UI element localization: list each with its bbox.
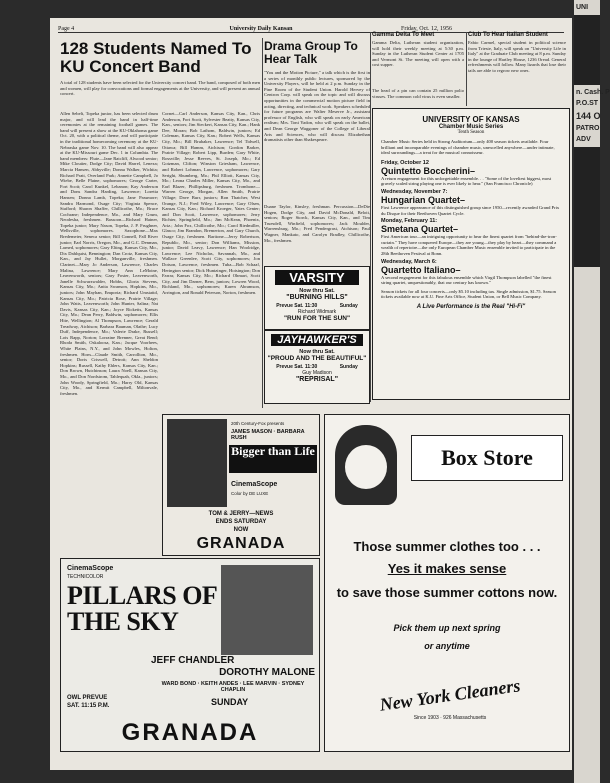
chamber-slogan: A Live Performance is the Real "Hi-Fi" <box>416 303 526 310</box>
event-3-name: Smetana Quartet– <box>381 224 459 235</box>
box-store-ad <box>324 414 570 752</box>
pillars-cast: WARD BOND · KEITH ANDES · LEE MARVIN · SYDNEY CHAPLIN <box>161 681 305 693</box>
band-baritone: Baritone—Jerry Robertson, Republic, Mo., senior; Don Williams, Mission, junior; David Leavy, Lawrence; Han Woolridge, Lawrence; Lee Nicholas, Savannah, Mo., and Wallace Greenlee, Scott City, sophomores; Jon Dotson, Lawrence, freshmen. <box>162 234 260 268</box>
jayhawker-film2: "REPRISAL" <box>295 376 339 383</box>
band-lead: A total of 128 students have been selected for the University concert band. The band, composed of both men and women, will play for convocations and formal engagements at the University, and will present an annual concert. <box>60 80 260 97</box>
chamber-title: UNIVERSITY OF KANSAS <box>422 115 520 124</box>
varsity-now: Now thru Sat. <box>299 288 335 294</box>
strip-text-a: UNI <box>576 4 589 11</box>
poster-photo <box>167 419 227 507</box>
jayhawker-logo: JAYHAWKER'S <box>271 334 363 346</box>
jayhawker-now: Now thru Sat. <box>299 349 335 355</box>
band-bassoon: Bassoon—Richard Hainer, Topeka junior; Mary Nason, Topeka, J. P. Frughner, Wellsville, sophomores. <box>60 217 158 234</box>
varsity-prevue: Prevue Sat. 11:30 <box>276 303 318 309</box>
drama-tail: Duane Taylor, Kinsley, freshman. Percussion—DeDie Hogen, Dodge City, and David McDonald, Beloit, seniors; Roger Storck, Kansas City, Kan., and Tim Truesdell, Winfield, sophomores; Jack Moulder, Warrensburg, Mo.; Fred Pendergrast, Atchison; Paul Wagner, Mankato, and Carolyn Bradley, Chillicothe, Mo., freshmen. <box>264 204 370 243</box>
event-1-name: Quintetto Boccherini– <box>381 165 476 176</box>
strip-block <box>574 147 600 267</box>
polio-filler: The head of a pin can contain 25 million polio viruses. The common cold virus is even smaller. <box>372 88 464 99</box>
strip-text-f: ADV <box>576 136 591 143</box>
event-4-name: Quartetto Italiano– <box>381 264 461 275</box>
band-body: Allen Sebelt, Topeka junior, has been selected drum major, and will lead the band in half-time ceremonies at the remaining football games. The band will present a show at the KU-Oklahoma game Oct. 20, with a political theme, and will participate in the traditional homecoming ceremony at the KU-Nebraska game Nov. 10. The band will also appear at the KU-Missouri game Dec. 1 in Columbia. The band members: <box>60 111 158 161</box>
bigger-cinemascope: CinemaScope <box>231 481 278 488</box>
pillars-time: SAT. 11:15 P.M. <box>67 703 110 709</box>
jayhawker-prevue: Prevue Sat. 11:30 <box>276 364 318 370</box>
band-trombone: Trombone—Warren George, Morgan, Allen Smith, Prairie Village; Dave Burr, juniors; Ron Thatcher, West Orange, N.J.; Fred Wiley, Lawrence; Gary Olsen, Kansas City, Kan.; Richard Kroeger, Yates Center; and Don Scott, Lawrence, sophomores; Jerry Richter, Springfield, Mo.; Jim McKean, Phoenix, Ariz.; John Fox, Chillicothe, Mo.; Carol Riedmiller, Glasco; Jim Brandon, Bremerton, and Gary Church, Osage City, freshmen. <box>162 183 260 240</box>
band-horn: Horn—Claude Smith, Carrollton, Mo., senior; Doris Criswell, Detroit; Ann Sheldon Hopkins; Russell, Kathy Ehlers, Kansas City, Kan.; Don Brown, Hutchinson; Laura Noell, Kansas City, Mo., and Don Nordstrom, Tahlequah, Okla., juniors; John Woody, Springfield, Mo.; Harry Old, Kansas City, Mo., and Kermit Campbell, Miltonvale, freshmen. <box>60 351 158 396</box>
club-body: Fabio Carmel, special student in political science from Trieste, Italy, will speak on "University Life in Italy" at the Graduate Club meeting at 8 p.m. Sunday in the lounge of Hartley House, 1236 Oread. General refreshments will follow. Many lizards that lose their tails are able to regrow new ones. <box>468 40 566 73</box>
varsity-film1: "BURNING HILLS" <box>286 294 348 301</box>
bigger-color: Color by DE LUXE <box>231 491 269 496</box>
paper-name: University Daily Kansan <box>229 26 293 32</box>
gamma-headline: Gamma Delta To Meet <box>372 32 435 38</box>
chamber-season: Tenth Season <box>457 130 485 135</box>
pillars-star2: DOROTHY MALONE <box>219 667 315 678</box>
event-2-name: Hungarian Quartet– <box>381 194 466 205</box>
chamber-intro: Chamber Music Series held in Strong Auditorium—only 400 season tickets available. Four brilliant and incomparable evenings of chamber music, unexcelled anywhere—under intimate, ideal surroundings—a treat for the musical connoisseur. <box>381 139 555 156</box>
chamber-subtitle: Chamber Music Series <box>438 124 504 130</box>
strip-text-b: n. Cash. P <box>576 89 610 96</box>
box-store-logo: Box Store <box>411 435 563 481</box>
band-flute: Flute—Jane Ratcliff, Alwood senior; Mike Cloutier, Dodge City; David Harrel, Lenexa; Marcia Hansen, Abbyville; Donna Walker, Wichita; Richard Pratt, Overland Park; Annette Campbell, Jo Wiebe, Belle Plaine, sophomores; George Carter, Fort Scott; Carol Kunkel, Lebanon; Kay Anderson and Dons Sandra Harding, Lawrence; Loretta Hansen; Donna Lamb, Topeka; Jane Passmore; Sandra Harmond, Osage City; Virginia Spence, Stafford; Sharon Shaffer, Chillicothe, Mo.; Bruce Cochrane; Independence, Mo., and Mary Grum, Neodesha, freshmen. <box>60 155 159 223</box>
column-rule <box>466 32 467 106</box>
pillars-title: PILLARS OF THE SKY <box>67 581 217 636</box>
column-rule <box>262 38 263 408</box>
issue-date: Friday, Oct. 12, 1956 <box>401 26 452 32</box>
bigger-title: Bigger than Life <box>229 445 317 473</box>
pillars-star1: JEFF CHANDLER <box>151 655 235 666</box>
event-3-desc: First American tour—an intriguing opportunity to hear the finest quartet from "behind-the-iron-curtain." They have conquered Europe—they are young—they play by heart—they command a wealth of repertoire—the only European Chamber Music ensemble invited to participate in the 28th Beethoven Festival at Bonn. <box>381 234 557 256</box>
event-2-desc: First Lawrence appearance of this distinguished group since 1950—recently awarded Grand Prix du Disque for their Beethoven Quartet Cycle. <box>381 204 560 216</box>
band-column-2 <box>162 111 260 411</box>
pillars-theater: GRANADA <box>121 719 259 746</box>
varsity-film2: "RUN FOR THE SUN" <box>283 315 351 322</box>
fox-presents: 20th Century-Fox presents <box>231 421 285 426</box>
cleaners-sub: Since 1903 · 926 Massachusetts <box>413 715 487 721</box>
band-column-1 <box>60 111 158 411</box>
band-cornet: Cornet—Carl Anderson, Kansas City, Kan., Chris Anderson, Fort Scott, Sylvester Beatty, Kansas City, Kan., seniors; Jim Sieckert, Kansas City, Kan.; Hank Dee, Moran; Bob Lathom, Baldwin, juniors; Ed Coleman, Kansas City, Kan.; Robert Wells, Kansas City, Mo.; Bill Brubaker, Lawrence; Tel Tidwell, Ottawa; Bill Hamm, Atchison; Gordon Barker, Prairie Village; Robert Lipp, Burden; Gary White, Rossville; Jesse Reeves, St. Joseph, Mo.; Ed Gotzman, Clifton; Winston Griesham, Lawrence, and Robert Lohman, Lawrence, sophomores; Gary Seright, Shumberg, Mo.; Phil Elliott, Kansas City, Mo.; Leona Charles Miller, Kansas City, Mo., and Earl Blazer, Phillipsburg, freshmen. <box>162 111 260 189</box>
bigger-theater: GRANADA <box>196 535 286 552</box>
box-line5: or anytime <box>424 641 470 651</box>
event-2-date: Wednesday, November 7: <box>381 188 448 195</box>
strip-block <box>574 15 600 85</box>
event-3-date: Monday, February 11: <box>381 218 438 225</box>
newspaper-page <box>50 18 572 770</box>
box-line2: Yes it makes sense <box>387 561 507 576</box>
cleaners-logo: New York Cleaners <box>378 675 522 715</box>
varsity-ad <box>264 266 370 330</box>
varsity-sunday: Sunday <box>339 303 358 309</box>
varsity-logo: VARSITY <box>275 270 359 285</box>
varsity-star: Richard Widmark <box>297 309 337 315</box>
adjacent-page-strip <box>574 0 610 783</box>
page-number: Page 4 <box>58 26 75 32</box>
jayhawker-star: Guy Madison <box>302 370 332 376</box>
event-2 <box>381 189 561 216</box>
gamma-body: Gamma Delta, Lutheran student organization, will hold their weekly meeting at 5:30 p.m. Sunday in the Lutheran Student Center at 1705 and Vermont St. The meeting will open with a cost supper. <box>372 40 464 68</box>
pillars-cinemascope: CinemaScope <box>67 565 114 572</box>
event-1 <box>381 160 561 187</box>
jayhawker-sunday: Sunday <box>339 364 358 370</box>
event-4 <box>381 259 561 286</box>
band-clarinet: Clarinet—Mary Jo Anderson, Lawrence, Charles Malina, Lawrence; Mary Ann LeMoine, Leavenworth, seniors; Gary Foster, Leavenworth, Janelle Schwarzwalder, Hobbs, Gloria Stevens, Kansas City, Mo.; Anita Swanson, Hopkins, Mo., juniors; John Mayhan, Emporia; Richard Umstattd, Kansas City, Mo.; Patricia Rose, Prairie Village; John Watts, Leavenworth; John Hunter, Salina; Nat Davis, Kansas City, Kan.; Joyce Ricketts, Kansas City, Mo.; Dean Perry, Baldwin, sophomores; Ellis Hite, Wellington; Al Thompson, Lawrence; Gerald Treadway, Atchison; Barbara Bauman, Olathe; Lucy Duff, Independence, Mo.; Valerie Drake, Russell; Lois Rapp, Norton; Lorraine Brenner, Great Bend; Rhoda Smith, Oskaloosa, Kan.; Jacque Voorhees, White Plains, N.Y., and John Mowles, Holton, freshmen. <box>60 262 158 357</box>
strip-text-c: P.O.ST <box>576 100 599 107</box>
box-line3: to save those summer cottons now. <box>336 585 558 600</box>
woman-face <box>345 445 387 489</box>
band-tuba: Tuba—Bob Schaaf, Herington senior; Dick Huntzinger, Hoisington; Don Farrar, Kansas City, Mo.; Richard Ohmart, Scott City, and Jim Darner, Bern, juniors; Lowren Wood, Richland, Mo., sophomores; Karen Abramson, Arrington, and Ronald Peterson, Norton, freshmen. <box>162 262 260 295</box>
strip-text-e: PATRO <box>576 125 600 132</box>
pillars-photo <box>221 565 313 655</box>
jayhawker-ad <box>264 330 370 404</box>
pillars-technicolor: TECHNICOLOR <box>67 574 104 580</box>
bigger-than-life-ad <box>162 414 320 556</box>
jayhawker-film1: "PROUD AND THE BEAUTIFUL" <box>267 355 367 362</box>
event-1-date: Friday, October 12 <box>381 159 429 166</box>
chamber-tickets: Season tickets for all four concerts—only $5.10 including tax. Single admission, $1.75. Season tickets available now at K.U. Fine Arts Office, Student Union, or Bell Music Company. <box>381 288 556 300</box>
event-3 <box>381 218 561 256</box>
chamber-music-ad <box>372 108 570 400</box>
band-headline: 128 Students Named To KU Concert Band <box>60 39 252 76</box>
box-line1: Those summer clothes too . . . <box>353 539 541 554</box>
pillars-sunday: SUNDAY <box>211 697 249 707</box>
column-rule <box>370 32 371 402</box>
bigger-ends: ENDS SATURDAY <box>215 519 267 525</box>
box-line4: Pick them up next spring <box>393 623 501 633</box>
strip-text-d: 144 O <box>576 111 601 121</box>
drama-body: "You and the Motion Picture," a talk which is the first in a series of monthly public lectures, sponsored by the University Players, will be held at 2 p.m. Sunday in the Pine Room of the Student Union. Harold Hervey of Centron Corp. will speak on the topic and will discuss opportunities in the commercial motion picture field in acting, directing, and technical work. Speakers scheduled for future programs are Walter Meserve Jr., assistant professor of English, who will speak on early American realism; Mrs. Toni Yadon, who will speak on the ballet, and Dean George Waggoner of the College of Liberal Arts and Sciences, who will discuss Elizabethan dramatists other than Shakespeare. <box>264 70 370 143</box>
drama-headline: Drama Group To Hear Talk <box>264 39 358 66</box>
band-saxophone: Saxophone—Max Bredemeier, Seneca senior; Bill Connell, Fall River junior; Earl Norris, Oregon, Mo., and G.C. Denman, Larned, sophomores; Gary Elting, Kansas City, Mo., Dix Dahlquist, Bennington; Dan Crotz, Kansas City, Kan., and Jay Hullet, Morganville, freshmen. <box>60 228 158 262</box>
event-4-desc: A second engagement for this fabulous ensemble which Virgil Thompson labelled "the finest string quartet, unquestionably, that our century has known." <box>381 274 552 286</box>
pillars-owl: OWL PREVUE <box>67 695 108 701</box>
bigger-tagline: TOM & JERRY—NEWS <box>208 511 274 517</box>
pillars-of-the-sky-ad <box>60 558 320 752</box>
event-1-desc: A return engagement for this unforgettable ensemble. . . "Some of the loveliest biggest, most gravely scaled string playing one is ever likely to hear." (San Francisco Chronicle) <box>381 175 552 187</box>
event-4-date: Wednesday, March 6: <box>381 258 437 265</box>
bigger-now: NOW <box>233 527 249 533</box>
bigger-stars: JAMES MASON · BARBARA RUSH <box>231 429 305 441</box>
club-headline: Club To Hear Italian Student <box>468 32 548 38</box>
